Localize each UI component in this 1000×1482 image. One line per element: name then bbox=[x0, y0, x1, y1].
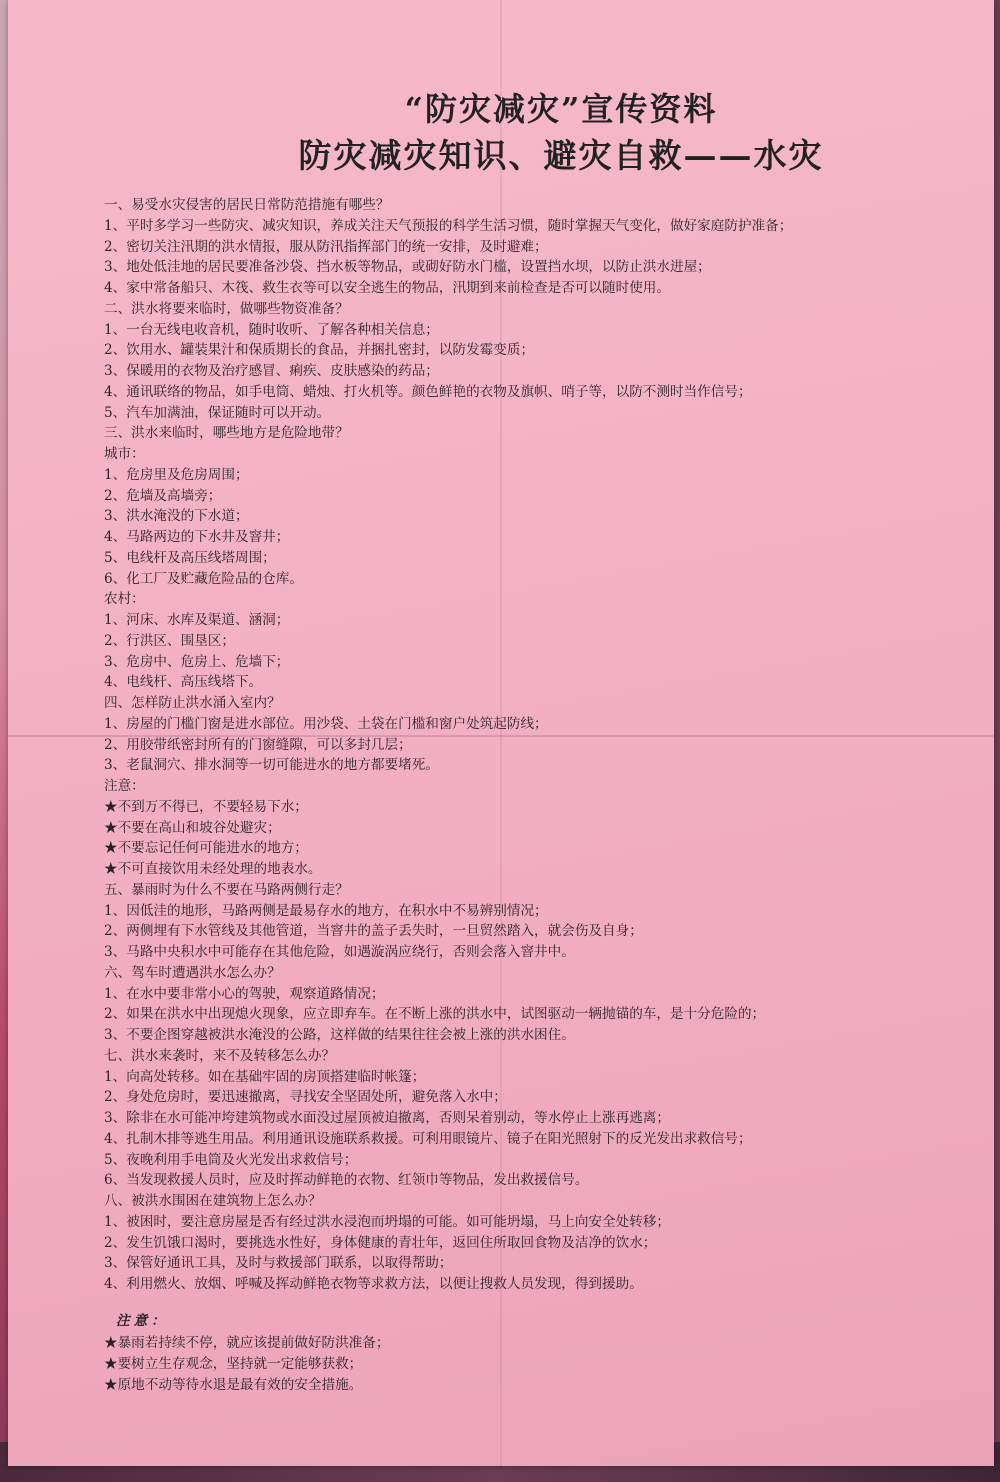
body-line: 5、夜晚利用手电筒及火光发出求救信号； bbox=[104, 1151, 358, 1168]
body-line: 2、用胶带纸密封所有的门窗缝隙，可以多封几层； bbox=[104, 736, 412, 753]
document-subtitle: 防灾减灾知识、避灾自救——水灾 bbox=[298, 136, 824, 175]
body-line: 4、马路两边的下水井及窨井； bbox=[104, 529, 290, 545]
body-line: 1、因低洼的地形，马路两侧是最易存水的地方，在积水中不易辨别情况； bbox=[104, 902, 548, 919]
body-line: 1、在水中要非常小心的驾驶，观察道路情况； bbox=[104, 985, 385, 1002]
body-line: 1、房屋的门槛门窗是进水部位。用沙袋、土袋在门槛和窗户处筑起防线； bbox=[104, 715, 548, 732]
body-line: 4、扎制木排等逃生用品。利用通讯设施联系救援。可利用眼镜片、镜子在阳光照射下的反光发出求救信号； bbox=[104, 1130, 752, 1147]
body-line: 3、不要企图穿越被洪水淹没的公路，这样做的结果往往会被上涨的洪水困住。 bbox=[104, 1027, 575, 1043]
body-line: 四、怎样防止洪水涌入室内？ bbox=[104, 695, 281, 711]
final-notes bbox=[104, 1311, 964, 1396]
body-line: 3、除非在水可能冲垮建筑物或水面没过屋顶被迫撤离，否则呆着别动，等水停止上涨再逃离； bbox=[104, 1110, 670, 1126]
body-line: 2、密切关注汛期的洪水情报，服从防汛指挥部门的统一安排，及时避难； bbox=[104, 238, 548, 255]
body-line: 5、电线杆及高压线塔周围； bbox=[104, 549, 276, 566]
body-line: 3、洪水淹没的下水道； bbox=[104, 508, 249, 525]
body-line: 3、保管好通讯工具，及时与救援部门联系，以取得帮助； bbox=[104, 1255, 453, 1272]
body-line: 3、保暖用的衣物及治疗感冒、痢疾、皮肤感染的药品； bbox=[104, 363, 439, 379]
body-line: ★不到万不得已，不要轻易下水； bbox=[104, 798, 308, 815]
body-line: 1、河床、水库及渠道、涵洞； bbox=[104, 612, 290, 628]
body-line: 4、利用燃火、放烟、呼喊及挥动鲜艳衣物等求救方法，以便让搜救人员发现，得到援助。 bbox=[104, 1276, 643, 1292]
body-line: 6、化工厂及贮藏危险品的仓库。 bbox=[104, 570, 303, 587]
body-line: 七、洪水来袭时，来不及转移怎么办？ bbox=[104, 1047, 336, 1064]
body-line: 农村： bbox=[104, 591, 145, 608]
body-line: 3、地处低洼地的居民要准备沙袋、挡水板等物品，或砌好防水门槛，设置挡水坝，以防止洪水进屋； bbox=[104, 259, 711, 276]
body-line: ★不要忘记任何可能进水的地方； bbox=[104, 840, 308, 857]
body-line: 3、老鼠洞穴、排水洞等一切可能进水的地方都要堵死。 bbox=[104, 757, 439, 774]
body-line: 城市： bbox=[104, 446, 145, 462]
body-line: ★不要在高山和坡谷处避灾； bbox=[104, 819, 281, 836]
body-line: 1、被困时，要注意房屋是否有经过洪水浸泡而坍塌的可能。如可能坍塌，马上向安全处转移； bbox=[104, 1213, 670, 1230]
body-line: 五、暴雨时为什么不要在马路两侧行走？ bbox=[104, 881, 349, 898]
pink-flyer-paper bbox=[8, 0, 994, 1466]
body-line: ★不可直接饮用未经处理的地表水。 bbox=[104, 861, 322, 877]
body-line: 3、马路中央积水中可能存在其他危险，如遇漩涡应绕行，否则会落入窨井中。 bbox=[104, 944, 575, 960]
body-line: 4、家中常备船只、木筏、救生衣等可以安全逃生的物品，汛期到来前检查是否可以随时使用。 bbox=[104, 280, 670, 296]
body-line: 2、两侧埋有下水管线及其他管道，当窨井的盖子丢失时，一旦贸然踏入，就会伤及自身； bbox=[104, 923, 643, 940]
document-title: “防灾减灾”宣传资料 bbox=[404, 90, 718, 128]
body-line: 1、一台无线电收音机，随时收听、了解各种相关信息； bbox=[104, 321, 439, 338]
body-line: 注意： bbox=[104, 778, 145, 794]
body-line: 一、易受水灾侵害的居民日常防范措施有哪些？ bbox=[104, 197, 390, 213]
body-line: 1、危房里及危房周围； bbox=[104, 466, 249, 483]
body-line: 3、危房中、危房上、危墙下； bbox=[104, 653, 290, 670]
body-line: 六、驾车时遭遇洪水怎么办？ bbox=[104, 964, 281, 981]
body-line: 八、被洪水围困在建筑物上怎么办？ bbox=[104, 1193, 322, 1209]
final-note-item: ★暴雨若持续不停，就应该提前做好防洪准备； bbox=[104, 1334, 390, 1351]
body-line: 2、身处危房时，要迅速撤离，寻找安全坚固处所，避免落入水中； bbox=[104, 1089, 507, 1106]
final-note-item: ★要树立生存观念，坚持就一定能够获救； bbox=[104, 1355, 363, 1372]
body-lines bbox=[104, 195, 964, 1295]
body-line: 三、洪水来临时，哪些地方是危险地带？ bbox=[104, 425, 349, 442]
body-line: 1、平时多学习一些防灾、减灾知识，养成关注天气预报的科学生活习惯，随时掌握天气变化，做好家庭防护准备； bbox=[104, 217, 793, 234]
body-line: 2、行洪区、围垦区； bbox=[104, 632, 235, 649]
body-line: 5、汽车加满油，保证随时可以开动。 bbox=[104, 404, 331, 421]
body-line: 二、洪水将要来临时，做哪些物资准备？ bbox=[104, 300, 349, 317]
body-line: 2、如果在洪水中出现熄火现象，应立即弃车。在不断上涨的洪水中，试图驱动一辆抛锚的车，是十分危险的； bbox=[104, 1006, 766, 1023]
body-line: 4、通讯联络的物品，如手电筒、蜡烛、打火机等。颜色鲜艳的衣物及旗帜、哨子等，以防不测时当作信号； bbox=[104, 383, 752, 400]
body-line: 1、向高处转移。如在基础牢固的房顶搭建临时帐篷； bbox=[104, 1068, 426, 1085]
body-line: 2、发生饥饿口渴时，要挑选水性好，身体健康的青壮年，返回住所取回食物及洁净的饮水； bbox=[104, 1234, 657, 1251]
body-line: 2、危墙及高墙旁； bbox=[104, 487, 222, 504]
final-note-title: 注意： bbox=[116, 1312, 169, 1329]
body-line: 2、饮用水、罐装果汁和保质期长的食品，并捆扎密封，以防发霉变质； bbox=[104, 342, 535, 359]
final-note-item: ★原地不动等待水退是最有效的安全措施。 bbox=[104, 1376, 363, 1393]
document-body bbox=[104, 195, 964, 1396]
body-line: 6、当发现救援人员时，应及时挥动鲜艳的衣物、红领巾等物品，发出救援信号。 bbox=[104, 1172, 589, 1189]
body-line: 4、电线杆、高压线塔下。 bbox=[104, 674, 263, 691]
